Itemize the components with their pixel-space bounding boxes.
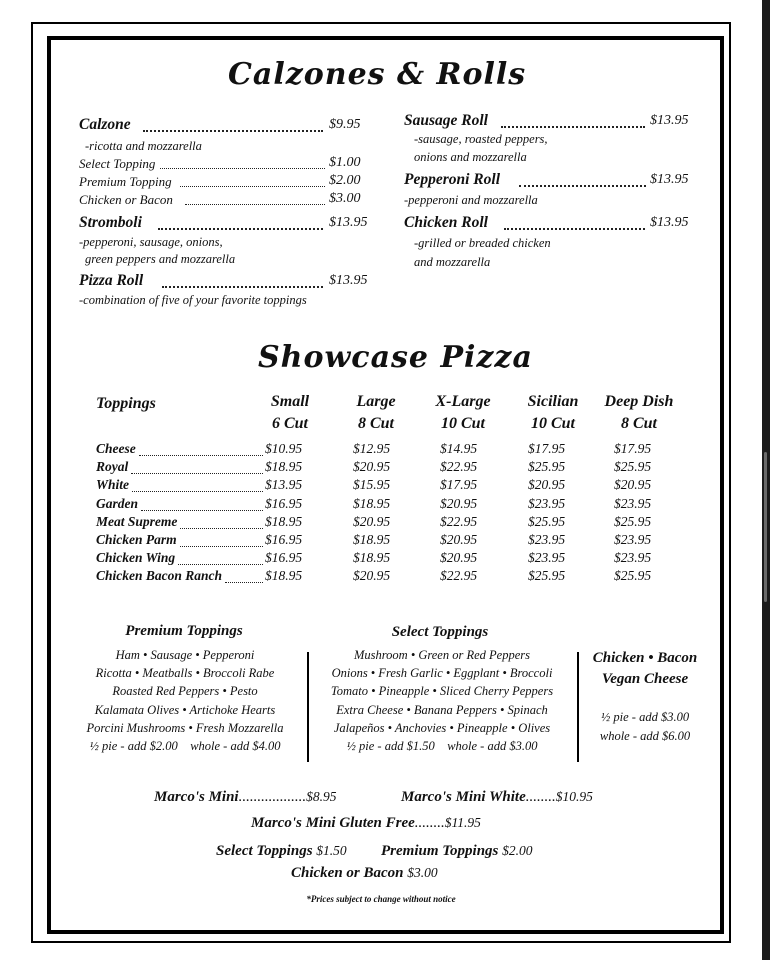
mini-select-toppings	[216, 843, 347, 860]
pizza-price-cell: $22.95	[440, 459, 478, 475]
pizza-price-cell: $23.95	[528, 550, 566, 566]
topping-line: Tomato • Pineapple • Sliced Cherry Peppers	[330, 684, 554, 699]
dot-leader: ........	[414, 815, 445, 831]
pizza-roll-name: Pizza Roll	[79, 272, 144, 289]
calzone-desc: -ricotta and mozzarella	[85, 139, 202, 153]
size-label: Large	[356, 393, 396, 410]
pizza-price-cell: $20.95	[440, 550, 478, 566]
mini-chicken-bacon-price: $3.00	[407, 865, 438, 880]
pizza-price-cell: $25.95	[528, 459, 566, 475]
price-notice: *Prices subject to change without notice	[306, 894, 456, 904]
pizza-roll-desc: -combination of five of your favorite toppings	[79, 293, 307, 307]
chicken-roll-price: $13.95	[650, 215, 689, 230]
pizza-price-cell: $23.95	[614, 495, 652, 511]
size-label: X-Large	[435, 393, 491, 410]
chicken-bacon-title: Chicken • Bacon	[592, 650, 698, 666]
pizza-price-cell: $17.95	[614, 441, 652, 456]
scrollbar-thumb[interactable]	[764, 452, 767, 602]
pizza-price-cell: $17.95	[528, 441, 566, 456]
showcase-title: Showcase Pizza	[258, 340, 533, 375]
pizza-name: Chicken Parm	[96, 532, 177, 547]
cut-label: 6 Cut	[271, 415, 308, 432]
pizza-price-cell: $13.95	[265, 477, 303, 493]
cut-label: 10 Cut	[440, 415, 485, 432]
mini-chicken-bacon-name: Chicken or Bacon	[291, 865, 404, 881]
pizza-price-cell: $20.95	[614, 477, 652, 493]
dot-leader	[180, 176, 325, 187]
mini-premium-toppings	[381, 843, 533, 860]
pizza-price-cell: $20.95	[528, 477, 566, 493]
pizza-price-cell: $16.95	[265, 532, 303, 547]
calzones-title: Calzones & Rolls	[228, 57, 527, 92]
calzone-price: $9.95	[329, 117, 361, 132]
dot-leader	[160, 158, 325, 169]
marcos-mini-white-price: $10.95	[555, 789, 593, 804]
dot-leader	[141, 500, 263, 511]
stromboli-desc1: -pepperoni, sausage, onions,	[79, 235, 223, 249]
marcos-mini	[154, 789, 336, 806]
topping-line: Mushroom • Green or Red Peppers	[354, 648, 530, 662]
chicken-roll-desc2: and mozzarella	[414, 255, 491, 269]
pepperoni-roll-desc: -pepperoni and mozzarella	[404, 193, 538, 207]
pizza-name: Chicken Bacon Ranch	[96, 568, 223, 584]
pizza-price-cell: $20.95	[440, 495, 478, 511]
size-label: Deep Dish	[604, 393, 674, 410]
stromboli-price: $13.95	[329, 215, 368, 230]
sausage-roll-name: Sausage Roll	[404, 112, 488, 129]
pizza-price-cell: $16.95	[265, 550, 303, 566]
mini-select-toppings-name: Select Toppings	[216, 843, 313, 859]
topping-line: Ham • Sausage • Pepperoni	[115, 648, 255, 662]
pizza-name: Meat Supreme	[96, 513, 178, 529]
dot-leader	[501, 116, 645, 128]
pizza-price-cell: $12.95	[353, 441, 391, 456]
calzone-name: Calzone	[79, 116, 131, 133]
chicken-bacon-price: $3.00	[329, 191, 361, 206]
pizza-price-cell: $25.95	[614, 459, 652, 475]
pizza-price-cell: $18.95	[265, 513, 303, 529]
size-label: Small	[270, 393, 310, 410]
size-label: Sicilian	[527, 393, 579, 410]
chicken-roll-name: Chicken Roll	[404, 214, 488, 231]
pizza-price-cell: $20.95	[353, 459, 391, 475]
topping-line: Porcini Mushrooms • Fresh Mozzarella	[86, 720, 284, 735]
pizza-price-cell: $18.95	[353, 495, 391, 511]
pepperoni-roll-name: Pepperoni Roll	[404, 171, 501, 188]
topping-line: Onions • Fresh Garlic • Eggplant • Broccoli	[331, 666, 553, 681]
dot-leader	[178, 554, 263, 565]
pizza-name: Royal	[96, 459, 129, 475]
pepperoni-roll-price: $13.95	[650, 172, 689, 187]
cut-label: 10 Cut	[530, 415, 575, 432]
pizza-price-cell: $23.95	[614, 532, 652, 547]
divider	[307, 652, 309, 762]
dot-leader	[519, 175, 646, 187]
mini-select-toppings-price: $1.50	[316, 843, 347, 858]
pizza-name: Garden	[96, 495, 139, 511]
pizza-price-cell: $25.95	[528, 513, 566, 529]
dot-leader	[504, 218, 645, 230]
topping-line: Roasted Red Peppers • Pesto	[112, 684, 258, 699]
dot-leader	[131, 463, 263, 474]
mini-chicken-bacon	[291, 865, 438, 882]
gluten-free-name: Marco's Mini Gluten Free	[251, 815, 415, 831]
topping-price-line: ½ pie - add $2.00 whole - add $4.00	[89, 739, 281, 753]
sausage-roll-price: $13.95	[650, 113, 689, 128]
dot-leader	[158, 218, 323, 230]
topping-line: Extra Cheese • Banana Peppers • Spinach	[336, 702, 548, 717]
topping-line: Jalapeños • Anchovies • Pineapple • Olives	[333, 720, 551, 735]
pizza-name: Cheese	[96, 441, 136, 456]
stromboli-name: Stromboli	[79, 214, 142, 231]
pizza-price-cell: $20.95	[353, 513, 391, 529]
marcos-mini-name: Marco's Mini	[154, 789, 239, 805]
premium-toppings-title: Premium Toppings	[125, 623, 243, 639]
cut-label: 8 Cut	[357, 415, 394, 432]
toppings-header: Toppings	[96, 395, 156, 412]
special-half-price: ½ pie - add $3.00	[600, 710, 690, 724]
pizza-name: Chicken Wing	[96, 550, 176, 566]
pizza-price-cell: $25.95	[614, 513, 652, 529]
select-toppings-title: Select Toppings	[391, 624, 489, 640]
mini-premium-toppings-price: $2.00	[502, 843, 533, 858]
pizza-price-cell: $20.95	[440, 532, 478, 547]
select-topping-name: Select Topping	[79, 156, 156, 171]
marcos-mini-price: $8.95	[306, 789, 337, 804]
pizza-price-cell: $25.95	[528, 568, 566, 584]
dot-leader: ..................	[238, 789, 307, 805]
dot-leader	[143, 120, 323, 132]
select-topping-price: $1.00	[329, 155, 361, 170]
dot-leader	[180, 536, 263, 547]
premium-topping-name: Premium Topping	[79, 174, 172, 189]
cut-label: 8 Cut	[620, 415, 657, 432]
pizza-price-cell: $15.95	[353, 477, 391, 493]
pizza-price-cell: $16.95	[265, 495, 303, 511]
dot-leader	[132, 481, 263, 492]
pizza-roll-price: $13.95	[329, 273, 368, 288]
special-whole-price: whole - add $6.00	[599, 729, 691, 743]
pizza-price-cell: $18.95	[265, 568, 303, 584]
gluten-free-price: $11.95	[444, 815, 481, 830]
divider	[577, 652, 579, 762]
marcos-mini-white	[401, 789, 593, 806]
pizza-price-cell: $22.95	[440, 568, 478, 584]
topping-line: Ricotta • Meatballs • Broccoli Rabe	[95, 666, 275, 681]
pizza-price-cell: $17.95	[440, 477, 478, 493]
pizza-price-cell: $14.95	[440, 441, 478, 456]
marcos-mini-white-name: Marco's Mini White	[401, 789, 526, 805]
pizza-price-cell: $18.95	[353, 550, 391, 566]
dot-leader	[139, 445, 263, 456]
pizza-name: White	[96, 477, 130, 493]
dot-leader	[185, 194, 325, 205]
marcos-mini-gluten-free	[251, 815, 481, 832]
vegan-cheese-title: Vegan Cheese	[601, 671, 689, 687]
premium-topping-price: $2.00	[329, 173, 361, 188]
dot-leader	[180, 518, 263, 529]
mini-premium-toppings-name: Premium Toppings	[381, 843, 499, 859]
sausage-roll-desc2: onions and mozzarella	[414, 150, 527, 164]
pizza-price-cell: $23.95	[528, 495, 566, 511]
chicken-roll-desc1: -grilled or breaded chicken	[414, 236, 551, 250]
topping-line: Kalamata Olives • Artichoke Hearts	[94, 702, 276, 717]
pizza-price-cell: $18.95	[265, 459, 303, 475]
pizza-price-cell: $23.95	[614, 550, 652, 566]
dot-leader	[162, 276, 323, 288]
pizza-price-cell: $18.95	[353, 532, 391, 547]
chicken-bacon-name: Chicken or Bacon	[79, 192, 173, 207]
pizza-price-cell: $25.95	[614, 568, 652, 584]
pizza-price-cell: $22.95	[440, 513, 478, 529]
pizza-price-cell: $10.95	[265, 441, 303, 456]
size-column-header	[584, 391, 694, 435]
sausage-roll-desc1: -sausage, roasted peppers,	[414, 132, 548, 146]
pizza-price-cell: $20.95	[353, 568, 391, 584]
topping-price-line: ½ pie - add $1.50 whole - add $3.00	[346, 739, 538, 753]
dot-leader: ........	[525, 789, 556, 805]
dot-leader	[225, 572, 263, 583]
pizza-price-cell: $23.95	[528, 532, 566, 547]
stromboli-desc2: green peppers and mozzarella	[85, 252, 236, 266]
